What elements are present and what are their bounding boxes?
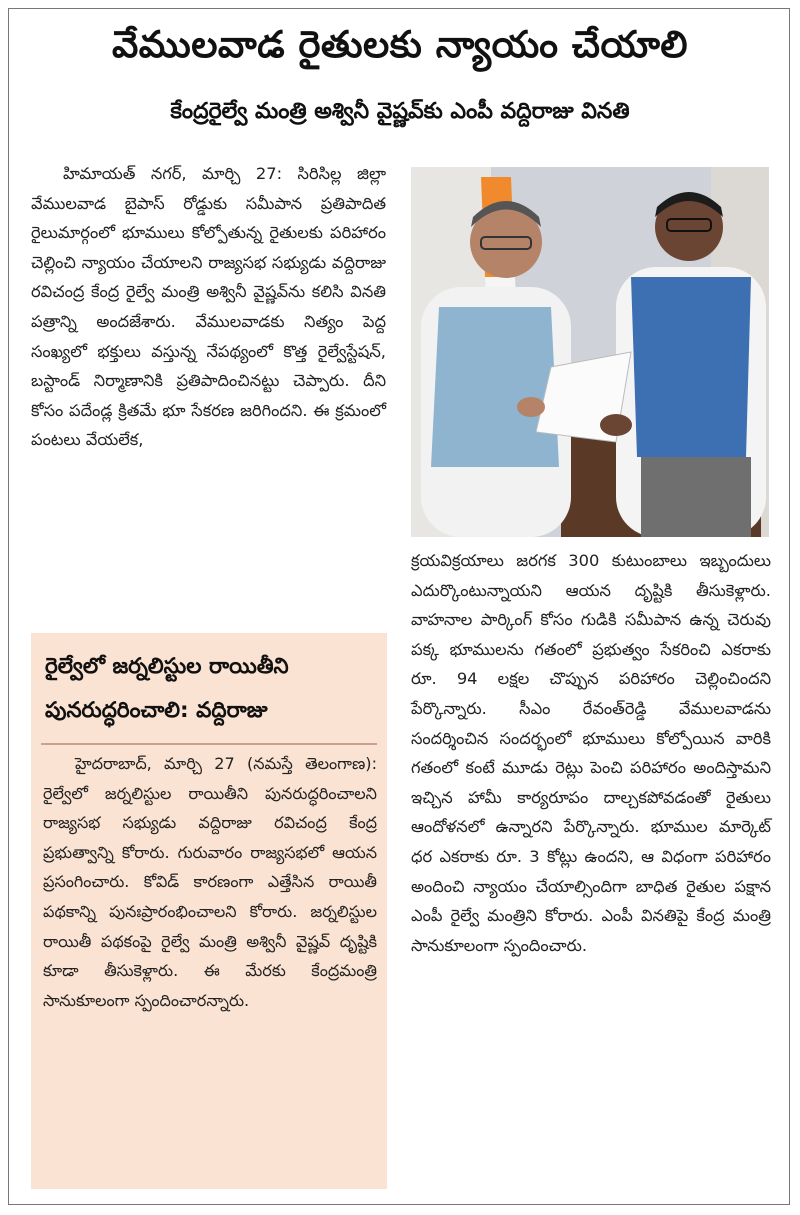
photo-illustration — [411, 167, 769, 537]
sidebar-title: రైల్వేలో జర్నలిస్టుల రాయితీని పునరుద్ధరించాలి: వద్దిరాజు — [45, 654, 289, 723]
newspaper-clipping — [8, 8, 790, 1205]
headline: వేములవాడ రైతులకు న్యాయం చేయాలి — [111, 23, 689, 66]
article-left-text: హిమాయత్ నగర్, మార్చి 27: సిరిసిల్ల జిల్లా వేములవాడ బైపాస్ రోడ్డుకు సమీపాన ప్రతిపాదిత రైలుమార్గంలో భూములు కోల్పోతున్న రైతులకు పరిహారం చెల్లించి న్యాయం చేయాలని రాజ్యసభ సభ్యుడు వద్దిరాజు రవిచంద్ర కేంద్ర రైల్వే మంత్రి అశ్వినీ వైష్ణవ్‌ను కలిసి వినతి పత్రాన్ని అందజేశారు. వేములవాడకు నిత్యం పెద్ద సంఖ్యలో భక్తులు వస్తున్న నేపథ్యంలో కొత్త రైల్వేస్టేషన్, బస్టాండ్ నిర్మాణానికి ప్రతిపాదించినట్టు చెప్పారు. దీని కోసం పదేండ్ల క్రితమే భూ సేకరణ జరిగిందని. ఈ క్రమంలో పంటలు వేయలేక, — [31, 164, 386, 450]
article-left-column — [31, 159, 386, 455]
sidebar-body: హైదరాబాద్, మార్చి 27 (నమస్తే తెలంగాణ): రైల్వేలో జర్నలిస్టుల రాయితీని పునరుద్ధరించాలని రాజ్యసభ సభ్యుడు వద్దిరాజు రవిచంద్ర కేంద్ర ప్రభుత్వాన్ని కోరారు. గురువారం రాజ్యసభలో ఆయన ప్రసంగించారు. కోవిడ్ కారణంగా ఎత్తేసిన రాయితీ పథకాన్ని పునఃప్రారంభించాలని కోరారు. జర్నలిస్టుల రాయితీ పథకంపై రైల్వే మంత్రి అశ్వినీ వైష్ణవ్ దృష్టికి కూడా తీసుకెళ్లారు. ఈ మేరకు కేంద్రమంత్రి సానుకూలంగా స్పందించారన్నారు. — [43, 754, 377, 1010]
news-photo — [411, 167, 769, 537]
sidebar-body-container — [43, 749, 377, 1015]
sidebar-box — [31, 633, 387, 1189]
sidebar-divider — [41, 743, 377, 745]
subheadline: కేంద్రరైల్వే మంత్రి అశ్వినీ వైష్ణవ్‌కు ఎంపీ వద్దిరాజు వినతి — [170, 99, 630, 124]
article-right-column: క్రయవిక్రయాలు జరగక 300 కుటుంబాలు ఇబ్బందులు ఎదుర్కొంటున్నాయని ఆయన దృష్టికి తీసుకెళ్లారు. వాహనాల పార్కింగ్ కోసం గుడికి సమీపాన ఉన్న చెరువు పక్క భూములను గతంలో ప్రభుత్వం సేకరించి ఎకరాకు రూ. 94 లక్షల చొప్పున పరిహారం చెల్లించిందని పేర్కొన్నారు. సీఎం రేవంత్‌రెడ్డి వేములవాడను సందర్శించిన సందర్భంలో భూములు కోల్పోయిన వారికి గతంలో కంటే మూడు రెట్లు పెంచి పరిహారం అందిస్తామని ఇచ్చిన హామీ కార్యరూపం దాల్చకపోవడంతో రైతులు ఆందోళనలో ఉన్నారని పేర్కొన్నారు. భూముల మార్కెట్ ధర ఎకరాకు రూ. 3 కోట్లు ఉందని, ఆ విధంగా పరిహారం అందించి న్యాయం చేయాల్సిందిగా బాధిత రైతుల పక్షాన ఎంపీ రైల్వే మంత్రిని కోరారు. ఎంపీ వినతిపై కేంద్ర మంత్రి సానుకూలంగా స్పందించారు. — [411, 551, 771, 955]
